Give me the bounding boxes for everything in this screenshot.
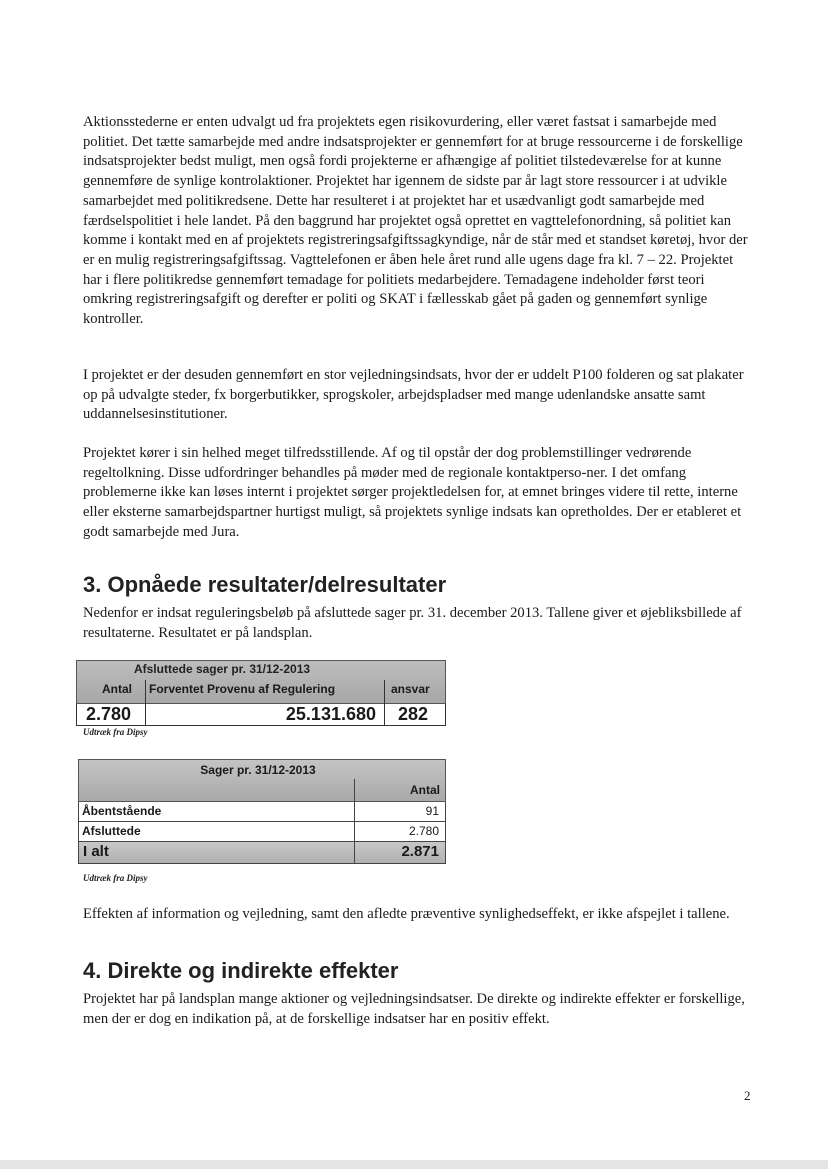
column-header-antal: Antal	[410, 783, 440, 797]
table-afsluttede-sager	[76, 660, 446, 725]
row-value: 91	[425, 804, 439, 818]
table-row-total	[78, 842, 446, 864]
table-title: Sager pr. 31/12-2013	[200, 763, 316, 777]
row-label: Afsluttede	[82, 824, 141, 838]
cell-antal: 2.780	[86, 704, 132, 724]
cell-ansvar: 282	[397, 704, 429, 724]
paragraph-vejledning: I projektet er der desuden gennemført en stor vejledningsindsats, hvor der er uddelt P100 folderen og sat plakater op på udvalgte steder, fx borgerbutikker, sprogskoler, arbejdspladser med mange udenlandske ansatte samt uddannelsesinstitutioner.	[83, 367, 744, 423]
paragraph-effekt: Effekten af information og vejledning, samt den afledte præventive synlighedseffekt, er ikke afspejlet i tallene.	[83, 906, 730, 922]
table-caption: Udtræk fra Dipsy	[83, 727, 148, 737]
row-value: 2.871	[401, 843, 439, 860]
table-sager	[78, 759, 446, 872]
paragraph-aktionssteder: Aktionsstederne er enten udvalgt ud fra projektets egen risikovurdering, eller været fastsat i samarbejde med politiet. Det tætte samarbejde med andre indsatsprojekter er gennemført for at bruge ressourcerne i de forskellige indsatsprojekter bedst muligt, men også fordi projekterne er afhængige af politiet tilstedeværelse for at kunne gennemføre de synlige kontrolaktioner. Projektet har igennem de sidste par år lagt store ressourcer i at udvikle samarbejdet med politikredsene. Dette har resulteret i at projektet har et usædvanligt godt samarbejde med færdselspolitiet i hele landet. På den baggrund har projektet også oprettet en vagttelefonordning, så politiet kan komme i kontakt med en af projektets registreringsafgiftssagkyndige, når de står med et standset køretøj, hvor der er en mulig registreringsafgiftssag. Vagttelefonen er åben hele året rund alle ugens dage fra kl. 7 – 22. Projektet har i flere politikredse gennemført temadage for politiets medarbejdere. Temadagene indeholder først teori omkring registreringsafgift og derefter er politi og SKAT i fællesskab gået på gaden og gennemført synlige kontroller.	[83, 114, 748, 328]
column-header-ansvar: ansvar	[391, 682, 430, 696]
row-value: 2.780	[408, 824, 439, 838]
row-label: Åbentstående	[82, 804, 162, 818]
table-caption: Udtræk fra Dipsy	[83, 873, 148, 883]
section-heading-3: 3. Opnåede resultater/delresultater	[83, 572, 447, 597]
section-heading-4: 4. Direkte og indirekte effekter	[83, 958, 399, 983]
column-divider	[354, 779, 355, 864]
column-header-provenu: Forventet Provenu af Regulering	[149, 682, 336, 696]
table-row	[78, 822, 446, 842]
paragraph-projekt-status: Projektet kører i sin helhed meget tilfredsstillende. Af og til opstår der dog problemstillinger vedrørende regeltolkning. Disse udfordringer behandles på møder med de regionale kontaktperso-ner. I det omfang problemerne ikke kan løses internt i projektet sørger projektledelsen for, at emnet bringes videre til rette, interne eller eksterne samarbejdspartner hurtigst muligt, så projektets synlige indsats kan opretholdes. Der er etableret et godt samarbejde med Jura.	[83, 445, 742, 540]
page-bottom-edge	[0, 1160, 828, 1169]
table-row	[78, 802, 446, 822]
table-title: Afsluttede sager pr. 31/12-2013	[133, 662, 311, 676]
column-divider	[145, 680, 146, 726]
page-number: 2	[744, 1088, 751, 1103]
column-header-antal: Antal	[102, 682, 132, 696]
row-label: I alt	[83, 843, 109, 860]
paragraph-reguleringsbeloeb: Nedenfor er indsat reguleringsbeløb på afsluttede sager pr. 31. december 2013. Tallene giver et øjebliksbillede af resultaterne. Resultatet er på landsplan.	[83, 605, 742, 641]
cell-provenu: 25.131.680	[285, 704, 376, 724]
paragraph-direkte-effekter: Projektet har på landsplan mange aktioner og vejledningsindsatser. De direkte og indirekte effekter er forskellige, men der er dog en indikation på, at de forskellige indsatser har en positiv effekt.	[83, 991, 745, 1027]
